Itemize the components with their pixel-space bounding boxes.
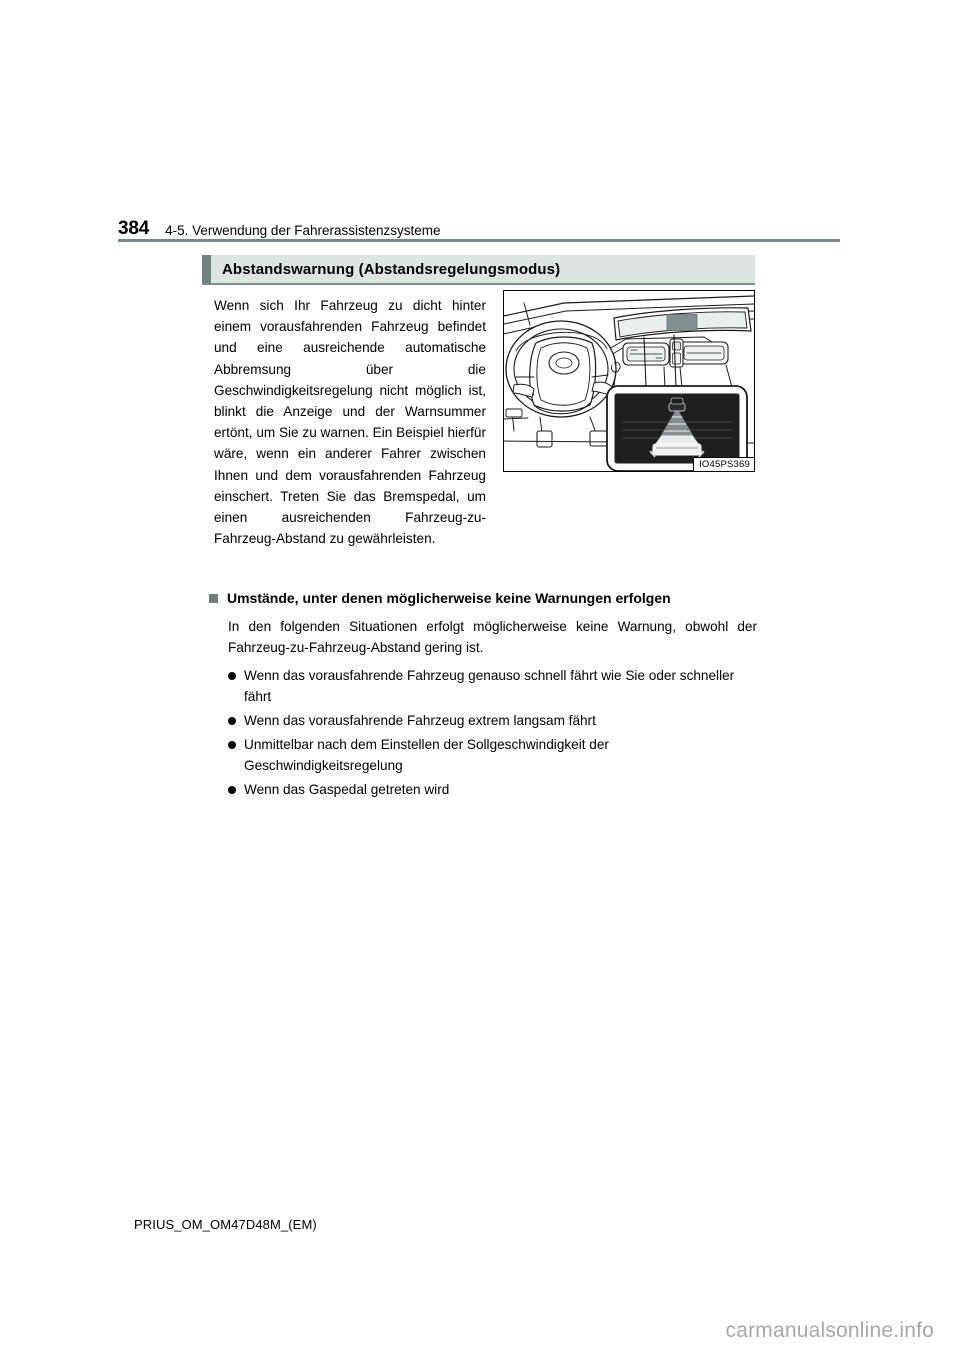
subsection-heading-row	[209, 588, 757, 608]
dashboard-illustration	[503, 290, 755, 472]
body-paragraph: Wenn sich Ihr Fahrzeug zu dicht hinter einem vorausfahrenden Fahrzeug befindet und eine ausreichende automatische Abbremsung über die Geschwindigkeitsregelung nicht möglich ist, blinkt die Anzeige und der Warnsummer ertönt, um Sie zu warnen. Ein Beispiel hierfür wäre, wenn ein anderer Fahrer zwischen Ihnen und dem vorausfahrenden Fahrzeug einschert. Treten Sie das Bremspedal, um einen ausreichenden Fahrzeug-zu-Fahrzeug-Abstand zu gewährleisten.	[214, 298, 487, 547]
figure-code-label: IO45PS369	[693, 457, 754, 471]
dot-bullet-icon	[228, 717, 236, 725]
list-item-text: Wenn das Gaspedal getreten wird	[244, 782, 450, 797]
section-header-band	[202, 255, 755, 285]
subsection-heading: Umstände, unter denen möglicherweise keine Warnungen erfolgen	[227, 590, 671, 606]
section-title: Abstandswarnung (Abstandsregelungsmodus)	[222, 260, 561, 278]
square-bullet-icon	[209, 594, 218, 603]
body-text-column	[214, 295, 486, 549]
footer-document-code: PRIUS_OM_OM47D48M_(EM)	[134, 1217, 317, 1232]
list-item-text: Wenn das vorausfahrende Fahrzeug extrem langsam fährt	[244, 713, 596, 728]
list-item	[228, 734, 757, 776]
dot-bullet-icon	[228, 741, 236, 749]
page-header-title: 4-5. Verwendung der Fahrerassistenzsysteme	[165, 222, 441, 238]
subsection-block	[209, 588, 757, 803]
list-item	[228, 779, 757, 800]
subsection-intro: In den folgenden Situationen erfolgt möglicherweise keine Warnung, obwohl der Fahrzeug-zu-Fahrzeug-Abstand gering ist.	[228, 619, 757, 655]
page-header	[118, 208, 840, 238]
page-number: 384	[118, 218, 150, 239]
header-divider	[118, 239, 840, 242]
dot-bullet-icon	[228, 672, 236, 680]
list-item-text: Wenn das vorausfahrende Fahrzeug genauso schnell fährt wie Sie oder schneller fährt	[244, 668, 735, 704]
bullet-list	[228, 665, 757, 800]
watermark: carmanualsonline.info	[725, 1319, 934, 1342]
section-accent-bar	[202, 255, 211, 283]
list-item	[228, 710, 757, 731]
dashboard-figure-svg	[504, 291, 754, 471]
list-item-text: Unmittelbar nach dem Einstellen der Sollgeschwindigkeit der Geschwindigkeitsregelung	[244, 737, 609, 773]
dot-bullet-icon	[228, 786, 236, 794]
list-item	[228, 665, 757, 707]
